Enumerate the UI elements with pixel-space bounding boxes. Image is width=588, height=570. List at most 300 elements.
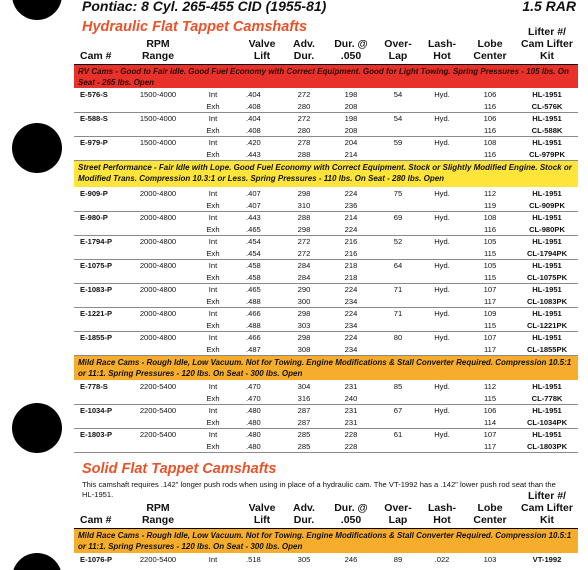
lobe-center: 114	[483, 418, 497, 427]
lobe-center: 117	[483, 297, 497, 306]
rpm-range	[132, 125, 184, 136]
cam-number	[74, 101, 132, 112]
table-row	[74, 125, 578, 137]
lash-hot: Hyd.	[434, 138, 450, 147]
table-row	[74, 284, 578, 296]
advertised-duration: 298	[297, 225, 311, 234]
valve-lift: .408	[246, 126, 261, 135]
valve-lift: .404	[246, 114, 261, 123]
cam-number	[74, 149, 132, 160]
rpm-range: 1500-4000	[139, 90, 177, 99]
cam-number: E-1075-P	[80, 261, 113, 270]
overlap: 80	[393, 333, 403, 342]
rpm-range	[132, 320, 184, 331]
rpm-range: 2200-5400	[139, 382, 177, 391]
valve-type: Int	[208, 333, 218, 342]
advertised-duration: 288	[297, 150, 311, 159]
duration-050: 224	[344, 285, 358, 294]
binder-hole-2	[12, 123, 62, 173]
lifter-kit: CL-588K	[531, 126, 563, 135]
lifter-kit: HL-1951	[532, 285, 562, 294]
lash-hot: Hyd.	[434, 382, 450, 391]
lifter-kit: HL-1951	[532, 309, 562, 318]
valve-lift: .443	[246, 150, 261, 159]
advertised-duration: 288	[297, 213, 311, 222]
rpm-range	[132, 272, 184, 283]
rpm-range: 2000-4800	[139, 237, 177, 246]
overlap	[376, 320, 420, 331]
lifter-kit: HL-1951	[532, 189, 562, 198]
lobe-center: 112	[483, 382, 497, 391]
lash-hot: Hyd.	[434, 237, 450, 246]
rpm-range	[132, 224, 184, 235]
table-row	[74, 441, 578, 453]
rpm-range: 2200-5400	[139, 430, 177, 439]
lobe-center: 116	[483, 102, 497, 111]
table-row	[74, 89, 578, 101]
lobe-center: 108	[483, 138, 497, 147]
cam-number	[74, 224, 132, 235]
valve-type: Exh	[206, 442, 220, 451]
valve-lift: .480	[246, 418, 261, 427]
lash-hot: Hyd.	[434, 333, 450, 342]
advertised-duration: 285	[297, 442, 311, 451]
table-row	[74, 320, 578, 332]
cam-number	[74, 393, 132, 404]
cam-number: E-1076-P	[80, 555, 113, 564]
overlap	[376, 344, 420, 355]
lifter-kit: CL-1794PK	[526, 249, 568, 258]
duration-050: 224	[344, 189, 358, 198]
valve-type: Int	[208, 261, 218, 270]
lash-hot	[420, 393, 464, 404]
binder-hole-4	[12, 553, 62, 570]
advertised-duration: 316	[297, 394, 311, 403]
cam-number	[74, 125, 132, 136]
table-row	[74, 212, 578, 224]
header-rpm: RPM Range	[141, 502, 175, 526]
cam-number	[74, 296, 132, 307]
lobe-center: 106	[483, 90, 497, 99]
valve-lift: .480	[246, 430, 261, 439]
header-valve-lift: Valve Lift	[248, 502, 276, 526]
table-row	[74, 429, 578, 441]
lash-hot	[420, 224, 464, 235]
advertised-duration: 285	[297, 430, 311, 439]
table-row	[74, 381, 578, 393]
overlap: 59	[393, 138, 403, 147]
lobe-center: 105	[483, 237, 497, 246]
lobe-center: 109	[483, 309, 497, 318]
cam-number	[74, 248, 132, 259]
overlap: 89	[393, 555, 403, 564]
page-header	[74, 0, 578, 18]
valve-lift: .407	[246, 189, 261, 198]
header-lifter-kit: Lifter #/ Cam Lifter Kit	[521, 490, 573, 526]
lifter-kit: CL-1221PK	[526, 321, 568, 330]
lash-hot: .022	[434, 555, 450, 564]
valve-type: Exh	[206, 102, 220, 111]
duration-050: 204	[344, 138, 358, 147]
group-description: Mild Race Cams - Rough Idle, Low Vacuum. Not for Towing. Engine Modifications & Stall Converter Required. Compression 10.5:1 or 11:1. Spring Pressures - 120 lbs. On Seat - 300 lbs. Open	[74, 356, 578, 381]
lifter-kit: HL-1951	[532, 237, 562, 246]
table-row	[74, 393, 578, 405]
lobe-center: 115	[483, 321, 497, 330]
lifter-kit: CL-980PK	[529, 225, 565, 234]
overlap: 52	[393, 237, 403, 246]
hydraulic-table-body	[74, 65, 578, 453]
duration-050: 246	[344, 555, 358, 564]
table-row	[74, 332, 578, 344]
lash-hot: Hyd.	[434, 90, 450, 99]
valve-type: Int	[208, 430, 218, 439]
engine-title: Pontiac: 8 Cyl. 265-455 CID (1955-81)	[82, 0, 327, 14]
overlap: 85	[393, 382, 403, 391]
catalog-page	[74, 0, 578, 566]
header-lash: Lash- Hot	[427, 502, 456, 526]
valve-lift: .454	[246, 249, 261, 258]
lifter-kit: HL-1951	[532, 138, 562, 147]
rpm-range	[132, 417, 184, 428]
group-description: Street Performance - Fair Idle with Lope. Good Fuel Economy with Correct Equipment. Stock or Slightly Modified Engine. Stock or Modified Trans. Compression 10.3:1 or Less. Spring Pressures - 110 lbs. On Seat - 280 lbs. Open	[74, 161, 578, 188]
advertised-duration: 284	[297, 273, 311, 282]
table-row	[74, 308, 578, 320]
overlap: 75	[393, 189, 403, 198]
duration-050: 218	[344, 273, 358, 282]
header-adv-dur: Adv. Dur.	[293, 38, 315, 62]
table-row	[74, 344, 578, 356]
overlap	[376, 149, 420, 160]
cam-number: E-1794-P	[80, 237, 113, 246]
valve-type: Int	[208, 237, 218, 246]
header-rpm: RPM Range	[141, 38, 175, 62]
duration-050: 224	[344, 225, 358, 234]
cam-number	[74, 320, 132, 331]
cam-number	[74, 272, 132, 283]
valve-lift: .487	[246, 345, 261, 354]
overlap	[376, 248, 420, 259]
valve-type: Exh	[206, 225, 220, 234]
lifter-kit: CL-1075PK	[526, 273, 568, 282]
header-cam: Cam #	[80, 50, 112, 62]
lifter-kit: CL-1803PK	[526, 442, 568, 451]
lobe-center: 115	[483, 249, 497, 258]
overlap	[376, 101, 420, 112]
table-row	[74, 224, 578, 236]
lash-hot: Hyd.	[434, 309, 450, 318]
overlap	[376, 296, 420, 307]
lash-hot: Hyd.	[434, 261, 450, 270]
advertised-duration: 308	[297, 345, 311, 354]
cam-number: E-909-P	[80, 189, 108, 198]
solid-section-title: Solid Flat Tappet Camshafts	[82, 461, 277, 477]
duration-050: 240	[344, 394, 358, 403]
valve-type: Int	[208, 90, 218, 99]
lifter-kit: HL-1951	[532, 114, 562, 123]
header-lobe-center: Lobe Center	[473, 38, 507, 62]
valve-type: Exh	[206, 394, 220, 403]
valve-type: Int	[208, 285, 218, 294]
overlap	[376, 224, 420, 235]
table-row	[74, 554, 578, 566]
duration-050: 216	[344, 237, 358, 246]
overlap: 71	[393, 285, 403, 294]
overlap	[376, 393, 420, 404]
lobe-center: 117	[483, 442, 497, 451]
duration-050: 218	[344, 261, 358, 270]
valve-lift: .420	[246, 138, 261, 147]
lash-hot	[420, 125, 464, 136]
rocker-ratio: 1.5 RAR	[522, 0, 576, 14]
duration-050: 234	[344, 345, 358, 354]
table-row	[74, 137, 578, 149]
cam-number: E-979-P	[80, 138, 108, 147]
header-dur-050: Dur. @ .050	[334, 38, 368, 62]
advertised-duration: 303	[297, 321, 311, 330]
overlap: 54	[393, 90, 403, 99]
lash-hot: Hyd.	[434, 213, 450, 222]
valve-type: Exh	[206, 201, 220, 210]
valve-lift: .488	[246, 321, 261, 330]
overlap: 61	[393, 430, 403, 439]
overlap	[376, 125, 420, 136]
lifter-kit: CL-1034PK	[526, 418, 568, 427]
rpm-range: 2200-5400	[139, 555, 177, 564]
advertised-duration: 287	[297, 406, 311, 415]
solid-table-header	[74, 490, 578, 529]
rpm-range	[132, 101, 184, 112]
cam-number: E-1083-P	[80, 285, 113, 294]
valve-lift: .466	[246, 309, 261, 318]
overlap	[376, 200, 420, 211]
lifter-kit: VT-1992	[532, 555, 562, 564]
valve-lift: .443	[246, 213, 261, 222]
lobe-center: 107	[483, 430, 497, 439]
overlap	[376, 441, 420, 452]
advertised-duration: 300	[297, 297, 311, 306]
lifter-kit: CL-1083PK	[526, 297, 568, 306]
lifter-kit: CL-778K	[531, 394, 563, 403]
overlap	[376, 417, 420, 428]
lobe-center: 107	[483, 333, 497, 342]
rpm-range	[132, 296, 184, 307]
valve-lift: .454	[246, 237, 261, 246]
duration-050: 208	[344, 102, 358, 111]
lash-hot: Hyd.	[434, 285, 450, 294]
cam-number: E-588-S	[80, 114, 108, 123]
advertised-duration: 298	[297, 333, 311, 342]
lash-hot: Hyd.	[434, 430, 450, 439]
lash-hot	[420, 296, 464, 307]
rpm-range	[132, 441, 184, 452]
lash-hot	[420, 441, 464, 452]
header-valve-lift: Valve Lift	[248, 38, 276, 62]
advertised-duration: 305	[297, 555, 311, 564]
valve-lift: .480	[246, 406, 261, 415]
cam-number: E-1803-P	[80, 430, 113, 439]
cam-number: E-576-S	[80, 90, 108, 99]
valve-type: Int	[208, 114, 218, 123]
overlap: 54	[393, 114, 403, 123]
table-row	[74, 188, 578, 200]
advertised-duration: 298	[297, 309, 311, 318]
duration-050: 234	[344, 297, 358, 306]
lash-hot: Hyd.	[434, 114, 450, 123]
advertised-duration: 272	[297, 114, 311, 123]
lash-hot: Hyd.	[434, 189, 450, 198]
valve-type: Exh	[206, 418, 220, 427]
valve-type: Int	[208, 189, 218, 198]
table-row	[74, 260, 578, 272]
solid-note: This camshaft requires .142" longer push rods when using in place of a hydraulic cam. The VT-1992 has a .142" lower push rod seat than the HL-1951.	[82, 480, 556, 499]
duration-050: 224	[344, 309, 358, 318]
valve-type: Exh	[206, 126, 220, 135]
lobe-center: 108	[483, 213, 497, 222]
cam-number: E-980-P	[80, 213, 108, 222]
duration-050: 231	[344, 406, 358, 415]
cam-number: E-1221-P	[80, 309, 113, 318]
lash-hot	[420, 149, 464, 160]
table-row	[74, 248, 578, 260]
advertised-duration: 272	[297, 237, 311, 246]
binder-hole-1	[12, 0, 62, 20]
valve-type: Exh	[206, 249, 220, 258]
valve-lift: .466	[246, 333, 261, 342]
header-lobe-center: Lobe Center	[473, 502, 507, 526]
table-row	[74, 200, 578, 212]
lobe-center: 105	[483, 261, 497, 270]
lifter-kit: HL-1951	[532, 261, 562, 270]
duration-050: 198	[344, 90, 358, 99]
valve-lift: .404	[246, 90, 261, 99]
lobe-center: 103	[483, 555, 497, 564]
lifter-kit: HL-1951	[532, 430, 562, 439]
lobe-center: 106	[483, 114, 497, 123]
rpm-range: 2000-4800	[139, 333, 177, 342]
rpm-range	[132, 248, 184, 259]
lobe-center: 116	[483, 150, 497, 159]
header-dur-050: Dur. @ .050	[334, 502, 368, 526]
cam-number	[74, 441, 132, 452]
lifter-kit: CL-1855PK	[526, 345, 568, 354]
valve-type: Int	[208, 406, 218, 415]
rpm-range: 2200-5400	[139, 406, 177, 415]
lash-hot	[420, 320, 464, 331]
cam-number: E-1855-P	[80, 333, 113, 342]
lifter-kit: CL-576K	[531, 102, 563, 111]
lobe-center: 115	[483, 394, 497, 403]
overlap: 71	[393, 309, 403, 318]
advertised-duration: 287	[297, 418, 311, 427]
advertised-duration: 272	[297, 249, 311, 258]
table-row	[74, 296, 578, 308]
rpm-range: 2000-4800	[139, 189, 177, 198]
lobe-center: 115	[483, 273, 497, 282]
duration-050: 234	[344, 321, 358, 330]
table-row	[74, 113, 578, 125]
duration-050: 228	[344, 442, 358, 451]
duration-050: 198	[344, 114, 358, 123]
valve-lift: .480	[246, 442, 261, 451]
valve-lift: .465	[246, 225, 261, 234]
lash-hot	[420, 272, 464, 283]
valve-lift: .488	[246, 297, 261, 306]
duration-050: 231	[344, 418, 358, 427]
rpm-range	[132, 149, 184, 160]
valve-type: Int	[208, 309, 218, 318]
header-adv-dur: Adv. Dur.	[293, 502, 315, 526]
advertised-duration: 278	[297, 138, 311, 147]
hydraulic-section-title: Hydraulic Flat Tappet Camshafts	[82, 19, 308, 35]
valve-lift: .518	[246, 555, 261, 564]
valve-type: Exh	[206, 345, 220, 354]
solid-table-body	[74, 529, 578, 566]
valve-lift: .407	[246, 201, 261, 210]
group-description: Mild Race Cams - Rough Idle, Low Vacuum. Not for Towing. Engine Modifications & Stall Converter Required. Compression 10.5:1 or 11:1. Spring Pressures - 120 lbs. On Seat - 300 lbs. Open	[74, 529, 578, 554]
overlap: 69	[393, 213, 403, 222]
lash-hot: Hyd.	[434, 406, 450, 415]
rpm-range: 2000-4800	[139, 261, 177, 270]
overlap: 64	[393, 261, 403, 270]
valve-lift: .458	[246, 273, 261, 282]
duration-050: 224	[344, 333, 358, 342]
valve-type: Int	[208, 555, 218, 564]
valve-type: Exh	[206, 273, 220, 282]
overlap: 67	[393, 406, 403, 415]
duration-050: 236	[344, 201, 358, 210]
rpm-range: 1500-4000	[139, 138, 177, 147]
lobe-center: 116	[483, 126, 497, 135]
advertised-duration: 298	[297, 189, 311, 198]
advertised-duration: 284	[297, 261, 311, 270]
valve-type: Int	[208, 213, 218, 222]
duration-050: 208	[344, 126, 358, 135]
advertised-duration: 280	[297, 102, 311, 111]
table-row	[74, 101, 578, 113]
advertised-duration: 304	[297, 382, 311, 391]
valve-lift: .470	[246, 382, 261, 391]
lifter-kit: HL-1951	[532, 406, 562, 415]
valve-lift: .470	[246, 394, 261, 403]
table-row	[74, 272, 578, 284]
lifter-kit: HL-1951	[532, 382, 562, 391]
lobe-center: 112	[483, 189, 497, 198]
lash-hot	[420, 200, 464, 211]
lifter-kit: CL-909PK	[529, 201, 565, 210]
lobe-center: 106	[483, 406, 497, 415]
rpm-range	[132, 344, 184, 355]
advertised-duration: 310	[297, 201, 311, 210]
duration-050: 214	[344, 150, 358, 159]
advertised-duration: 272	[297, 90, 311, 99]
valve-lift: .458	[246, 261, 261, 270]
group-description: RV Cams - Good to Fair Idle. Good Fuel Economy with Correct Equipment. Good for Light Towing. Spring Pressures - 105 lbs. On Seat - 265 lbs. Open	[74, 65, 578, 89]
rpm-range	[132, 200, 184, 211]
binder-hole-3	[12, 403, 62, 453]
header-overlap: Over- Lap	[384, 38, 412, 62]
valve-type: Int	[208, 382, 218, 391]
cam-number: E-778-S	[80, 382, 108, 391]
duration-050: 214	[344, 213, 358, 222]
advertised-duration: 290	[297, 285, 311, 294]
cam-number	[74, 200, 132, 211]
lifter-kit: HL-1951	[532, 333, 562, 342]
header-lifter-kit: Lifter #/ Cam Lifter Kit	[521, 26, 573, 62]
header-cam: Cam #	[80, 514, 112, 526]
valve-type: Int	[208, 138, 218, 147]
cam-number	[74, 344, 132, 355]
overlap	[376, 272, 420, 283]
